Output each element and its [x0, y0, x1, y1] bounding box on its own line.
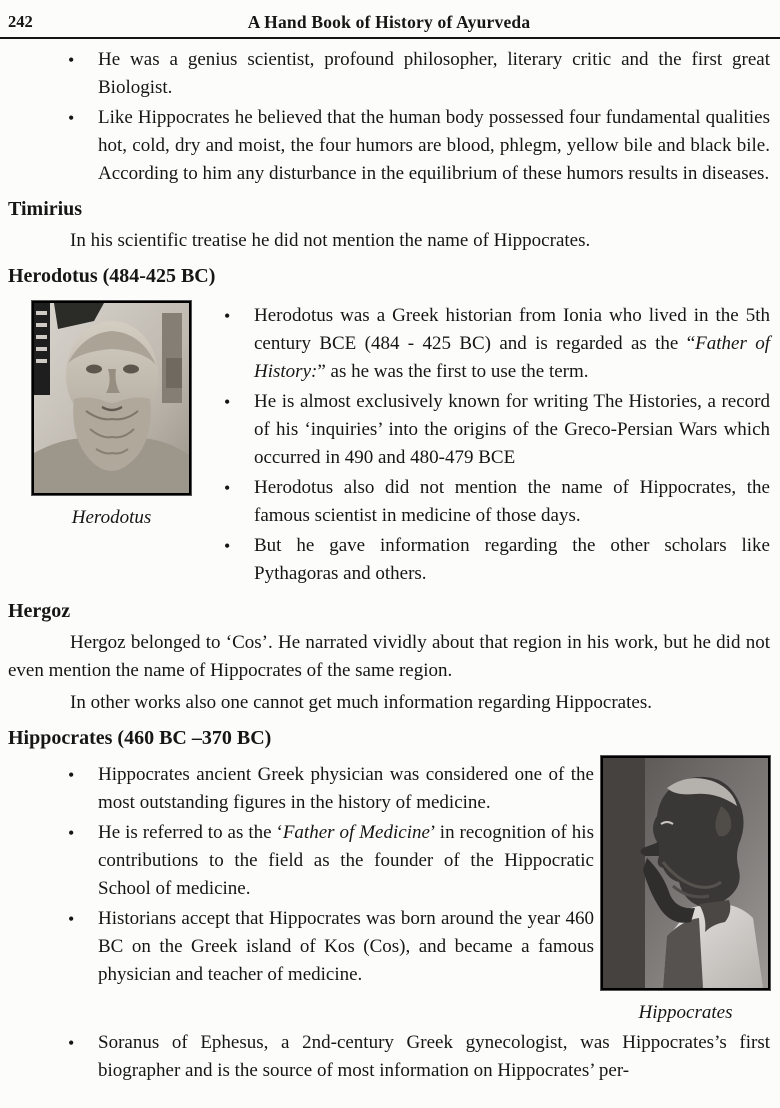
- hippocrates-bullet-list-continued: [8, 1029, 770, 1085]
- herodotus-section: [8, 295, 770, 590]
- herodotus-bullet-list: [218, 302, 770, 590]
- bullet-item: [8, 905, 594, 989]
- bullet-icon: •: [224, 536, 231, 556]
- hippocrates-section: [8, 754, 770, 1027]
- herodotus-portrait-image: [32, 301, 191, 495]
- hergoz-paragraph-1: Hergoz belonged to ‘Cos’. He narrated vividly about that region in his work, but he did not even mention the name of Hippocrates of the same region.: [8, 632, 770, 681]
- bullet-text-pre: He is referred to as the ‘: [98, 822, 283, 843]
- page-number: 242: [8, 12, 33, 31]
- timirius-paragraph: In his scientific treatise he did not mention the name of Hippocrates.: [70, 230, 591, 251]
- bullet-text: But he gave information regarding the other scholars like Pythagoras and others.: [254, 535, 770, 584]
- bullet-icon: •: [224, 392, 231, 412]
- herodotus-figure: [8, 295, 218, 532]
- bullet-item: [218, 474, 770, 530]
- bullet-item: [8, 46, 770, 102]
- bullet-icon: •: [224, 478, 231, 498]
- bullet-item: [8, 1029, 770, 1085]
- hippocrates-figure-caption: Hippocrates: [638, 1002, 733, 1023]
- section-heading-timirius: Timirius: [8, 198, 83, 220]
- bullet-text: [98, 819, 594, 903]
- page-header: [8, 8, 770, 34]
- bullet-icon: •: [68, 50, 75, 70]
- herodotus-figure-caption: Herodotus: [71, 507, 152, 528]
- bullet-item: [8, 819, 594, 903]
- header-rule: [0, 37, 780, 39]
- bullet-icon: •: [68, 765, 75, 785]
- bullet-text: Like Hippocrates he believed that the human body possessed four fundamental qualities hot, cold, dry and moist, the four humors are blood, phlegm, yellow bile and black bile. According to him any disturbance in the equilibrium of these humors results in diseases.: [98, 107, 770, 184]
- bullet-item: [218, 532, 770, 588]
- bullet-text: Historians accept that Hippocrates was born around the year 460 BC on the Greek island of Kos (Cos), and became a famous physician and teacher of medicine.: [98, 908, 594, 985]
- hippocrates-portrait-image: [601, 756, 770, 990]
- bullet-text-italic: Father of History:: [254, 333, 770, 382]
- hippocrates-figure: [594, 754, 770, 1027]
- bullet-item: [218, 388, 770, 472]
- bullet-item: [8, 104, 770, 188]
- bullet-text-italic: Father of Medicine: [282, 822, 430, 843]
- bullet-text: He was a genius scientist, profound philosopher, literary critic and the first great Biologist.: [98, 49, 770, 98]
- bullet-item: [218, 302, 770, 386]
- bullet-text-post: ’ in recognition of his contributions to the field as the founder of the Hippocratic School of medicine.: [98, 822, 594, 899]
- section-heading-herodotus: Herodotus (484-425 BC): [8, 265, 216, 287]
- bullet-text-pre: Herodotus was a Greek historian from Ionia who lived in the 5th century BCE (484 - 425 BC) and is regarded as the “: [254, 305, 770, 354]
- bullet-text: Herodotus also did not mention the name of Hippocrates, the famous scientist in medicine of those days.: [254, 477, 770, 526]
- intro-bullet-list: [8, 46, 770, 188]
- bullet-icon: •: [224, 306, 231, 326]
- bullet-icon: •: [68, 1033, 75, 1053]
- bullet-text: [254, 302, 770, 386]
- bullet-icon: •: [68, 909, 75, 929]
- bullet-text: Soranus of Ephesus, a 2nd-century Greek gynecologist, was Hippocrates’s first biographer and is the source of most information on Hippocrates’ per-: [98, 1032, 770, 1081]
- bullet-item: [8, 761, 594, 817]
- section-heading-hippocrates: Hippocrates (460 BC –370 BC): [8, 727, 272, 749]
- book-title: A Hand Book of History of Ayurveda: [247, 12, 531, 32]
- section-heading-hergoz: Hergoz: [8, 600, 71, 622]
- bullet-text: He is almost exclusively known for writing The Histories, a record of his ‘inquiries’ into the origins of the Greco-Persian Wars which occurred in 490 and 480-479 BCE: [254, 391, 770, 468]
- bullet-text: Hippocrates ancient Greek physician was considered one of the most outstanding figures in the history of medicine.: [98, 764, 594, 813]
- hergoz-paragraph-2: In other works also one cannot get much information regarding Hippocrates.: [70, 692, 652, 713]
- bullet-icon: •: [68, 108, 75, 128]
- hippocrates-bullet-list: [8, 761, 594, 991]
- bullet-text-post: ” as he was the first to use the term.: [317, 361, 589, 382]
- bullet-icon: •: [68, 823, 75, 843]
